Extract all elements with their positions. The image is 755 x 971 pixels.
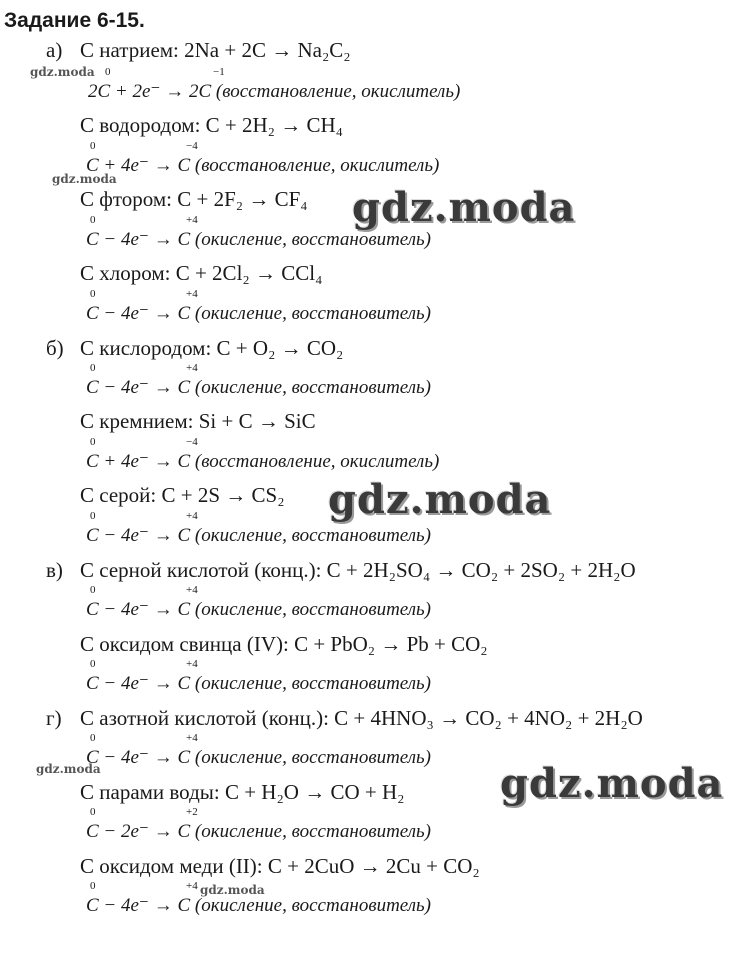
half-reaction-fluorine: C − 4e⁻ → C (окисление, восстановитель) [86,229,432,250]
equation-silicon: С кремнием: Si + C → SiC [80,409,316,433]
oxidation-state-right: +4 [186,658,198,670]
oxidation-state-right: +4 [186,362,198,374]
oxidation-state-left: 0 [105,66,111,78]
part-label-v: в) [46,558,63,582]
equation-sodium: С натрием: 2Na + 2C → Na₂C₂ [80,38,351,62]
oxidation-state-right: −4 [186,436,198,448]
equation-fluorine: С фтором: C + 2F₂ → CF₄ [80,187,308,211]
watermark-small: gdz.moda [30,65,95,79]
watermark-small: gdz.moda [36,762,101,776]
half-reaction-sodium: 2C + 2e⁻ → 2C (восстановление, окислитель) [88,81,461,102]
oxidation-state-right: +2 [186,806,198,818]
watermark-large: gdz.moda [328,476,552,523]
half-reaction-lead-oxide: C − 4e⁻ → C (окисление, восстановитель) [86,673,432,694]
oxidation-state-right: +4 [186,584,198,596]
equation-nitric-acid: С азотной кислотой (конц.): C + 4HNO₃ → CO₂ + 4NO₂ + 2H₂O [80,706,643,730]
equation-oxygen: С кислородом: C + O₂ → CO₂ [80,336,344,360]
equation-hydrogen: С водородом: C + 2H₂ → CH₄ [80,113,343,137]
part-label-g: г) [46,706,62,730]
equation-sulfuric-acid: С серной кислотой (конц.): C + 2H₂SO₄ → CO₂ + 2SO₂ + 2H₂O [80,558,636,582]
oxidation-state-left: 0 [90,658,96,670]
oxidation-state-right: +4 [186,510,198,522]
watermark-small: gdz.moda [200,883,265,897]
half-reaction-chlorine: C − 4e⁻ → C (окисление, восстановитель) [86,303,432,324]
oxidation-state-left: 0 [90,806,96,818]
task-title: Задание 6-15. [4,9,145,32]
oxidation-state-left: 0 [90,362,96,374]
oxidation-state-left: 0 [90,436,96,448]
oxidation-state-right: +4 [186,214,198,226]
oxidation-state-left: 0 [90,288,96,300]
oxidation-state-left: 0 [90,140,96,152]
equation-sulfur: С серой: C + 2S → CS₂ [80,483,285,507]
equation-copper-oxide: С оксидом меди (II): C + 2CuO → 2Cu + CO₂ [80,854,480,878]
oxidation-state-left: 0 [90,880,96,892]
oxidation-state-right: +4 [186,732,198,744]
half-reaction-hydrogen: C + 4e⁻ → C (восстановление, окислитель) [86,155,440,176]
oxidation-state-right: −4 [186,140,198,152]
equation-water-vapor: С парами воды: C + H₂O → CO + H₂ [80,780,405,804]
half-reaction-oxygen: C − 4e⁻ → C (окисление, восстановитель) [86,377,432,398]
half-reaction-water-vapor: C − 2e⁻ → C (окисление, восстановитель) [86,821,432,842]
equation-lead-oxide: С оксидом свинца (IV): C + PbO₂ → Pb + CO₂ [80,632,488,656]
part-label-b: б) [46,336,64,360]
oxidation-state-left: 0 [90,732,96,744]
oxidation-state-right: −1 [213,66,225,78]
part-label-a: а) [46,38,63,62]
watermark-small: gdz.moda [52,172,117,186]
half-reaction-sulfur: C − 4e⁻ → C (окисление, восстановитель) [86,525,432,546]
oxidation-state-left: 0 [90,584,96,596]
watermark-large: gdz.moda [352,184,576,231]
half-reaction-copper-oxide: C − 4e⁻ → C (окисление, восстановитель) [86,895,432,916]
oxidation-state-right: +4 [186,880,198,892]
half-reaction-silicon: C + 4e⁻ → C (восстановление, окислитель) [86,451,440,472]
half-reaction-sulfuric-acid: C − 4e⁻ → C (окисление, восстановитель) [86,599,432,620]
oxidation-state-left: 0 [90,214,96,226]
oxidation-state-right: +4 [186,288,198,300]
equation-chlorine: С хлором: C + 2Cl₂ → CCl₄ [80,261,323,285]
half-reaction-nitric-acid: C − 4e⁻ → C (окисление, восстановитель) [86,747,432,768]
watermark-large: gdz.moda [500,760,724,807]
oxidation-state-left: 0 [90,510,96,522]
